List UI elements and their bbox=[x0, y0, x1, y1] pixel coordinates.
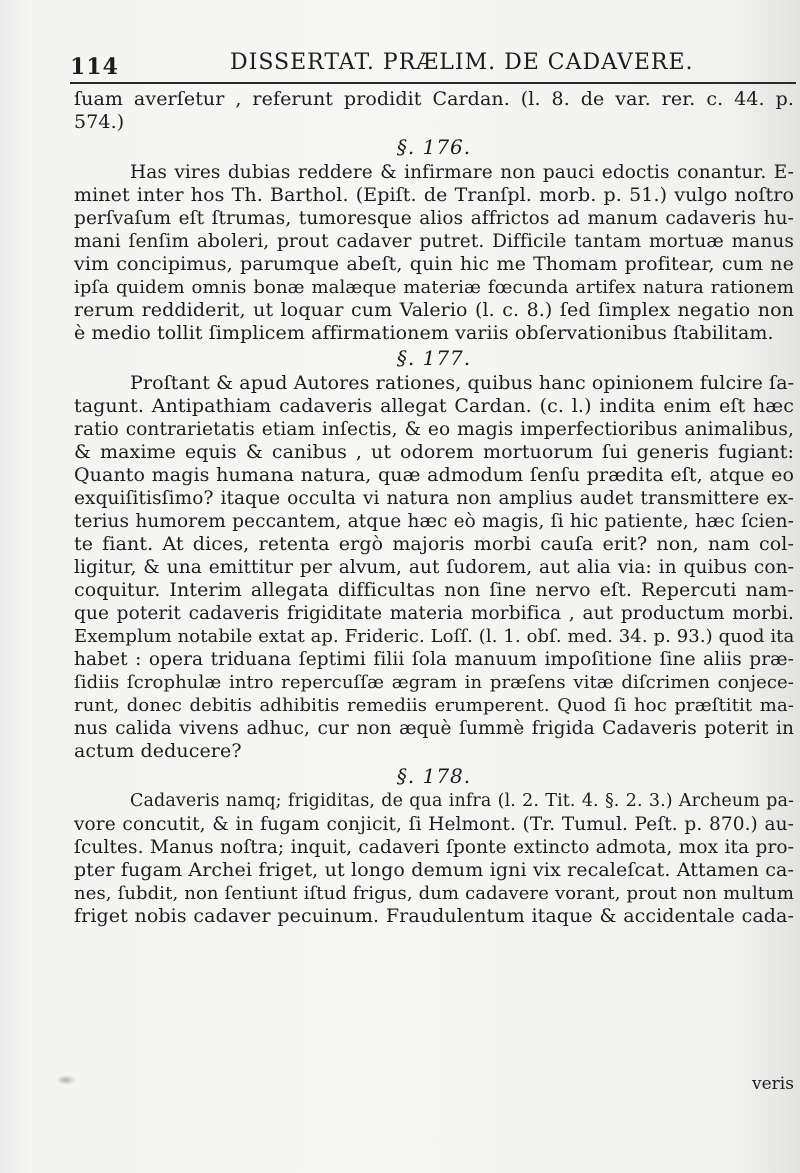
text-line: Quanto magis humana natura, quæ admodum ſenſu prædita eſt, atque eo bbox=[74, 464, 794, 486]
catchword: veris bbox=[752, 1074, 794, 1094]
text-line: ſcultes. Manus noſtra; inquit, cadaveri ſponte extincto admota, mox ita pro- bbox=[74, 837, 794, 858]
page-smudge bbox=[56, 1075, 76, 1085]
text-line: mani ſenſim aboleri, prout cadaver putret. Difficile tantam mortuæ manus bbox=[74, 231, 794, 252]
text-line: Cadaveris namq; frigiditas, de qua infra (l. 2. Tit. 4. §. 2. 3.) Archeum pa- bbox=[130, 791, 794, 811]
text-line: habet : opera triduana ſeptimi filii ſola manuum impoſitione ſine aliis præ- bbox=[74, 649, 794, 670]
text-line: Proſtant & apud Autores rationes, quibus hanc opinionem fulcire ſa- bbox=[130, 372, 794, 394]
text-line: & maxime equis & canibus , ut odorem mortuorum ſui generis fugiant: bbox=[74, 441, 794, 463]
text-line: tagunt. Antipathiam cadaveris allegat Cardan. (c. l.) indita enim eſt hæc bbox=[74, 395, 794, 417]
text-line: rerum reddiderit, ut loquar cum Valerio (l. c. 8.) ſed ſimplex negatio non bbox=[74, 299, 794, 321]
text-line: ratio contrarietatis etiam inſectis, & eo magis imperfectioribus animalibus, bbox=[74, 419, 794, 440]
text-line: ſuam averſetur , referunt prodidit Cardan. (l. 8. de var. rer. c. 44. p. bbox=[74, 88, 794, 110]
page-number: 114 bbox=[70, 54, 119, 80]
text-line: ligitur, & una emittitur per alvum, aut ſudorem, aut alia via: in quibus con- bbox=[74, 557, 794, 578]
text-line: actum deducere? bbox=[74, 740, 242, 762]
text-line: pter fugam Archei friget, ut longo demum igni vix recaleſcat. Attamen ca- bbox=[74, 859, 794, 881]
text-line: 574.) bbox=[74, 111, 125, 133]
running-head: DISSERTAT. PRÆLIM. DE CADAVERE. bbox=[230, 50, 694, 75]
text-line: nus calida vivens adhuc, cur non æquè ſummè frigida Cadaveris poterit in bbox=[74, 718, 794, 739]
text-line: runt, donec debitis adhibitis remediis erumperent. Quod ſi hoc præſtitit ma- bbox=[74, 695, 794, 716]
text-line: vore concutit, & in fugam conjicit, ſi Helmont. (Tr. Tumul. Peſt. p. 870.) au- bbox=[74, 814, 794, 835]
text-line: que poterit cadaveris frigiditate materia morbifica , aut productum morbi. bbox=[74, 603, 794, 624]
page-header bbox=[70, 44, 790, 84]
page-body bbox=[74, 88, 794, 928]
header-rule bbox=[70, 82, 796, 84]
text-line: nes, ſubdit, non ſentiunt iſtud frigus, dum cadavere vorant, prout non multum bbox=[74, 883, 794, 904]
text-line: è medio tollit ſimplicem affirmationem variis obſervationibus ſtabilitam. bbox=[74, 322, 774, 344]
text-line: vim concipimus, parumque abeſt, quin hic me Thomam profitear, cum ne bbox=[74, 253, 794, 275]
text-line: perſvaſum eſt ſtrumas, tumoresque alios affrictos ad manum cadaveris hu- bbox=[74, 208, 794, 229]
section-heading: §. 178. bbox=[396, 764, 472, 788]
text-line: friget nobis cadaver pecuinum. Fraudulentum itaque & accidentale cada- bbox=[74, 905, 794, 927]
text-line: ſidiis ſcrophulæ intro repercuſſæ ægram in præſens vitæ diſcrimen conjece- bbox=[74, 672, 794, 693]
text-line: coquitur. Interim allegata difficultas non ſine nervo eſt. Repercuti nam- bbox=[74, 579, 794, 601]
text-line: ipſa quidem omnis bonæ malæque materiæ fœcunda artifex natura rationem bbox=[74, 277, 794, 298]
section-heading: §. 176. bbox=[396, 135, 472, 159]
text-line: exquiſitisſimo? itaque occulta vi natura non amplius audet transmittere ex- bbox=[74, 488, 794, 509]
text-line: Has vires dubias reddere & infirmare non pauci edoctis conantur. E- bbox=[130, 162, 794, 183]
section-heading: §. 177. bbox=[396, 346, 472, 370]
text-line: minet inter hos Th. Barthol. (Epiſt. de Tranſpl. morb. p. 51.) vulgo noſtro bbox=[74, 184, 794, 206]
text-line: terius humorem peccantem, atque hæc eò magis, ſi hic patiente, hæc ſcien- bbox=[74, 511, 794, 532]
text-line: te fiant. At dices, retenta ergò majoris morbi cauſa erit? non, nam col- bbox=[74, 533, 794, 555]
text-line: Exemplum notabile extat ap. Frideric. Loſſ. (l. 1. obſ. med. 34. p. 93.) quod ita bbox=[74, 626, 794, 647]
